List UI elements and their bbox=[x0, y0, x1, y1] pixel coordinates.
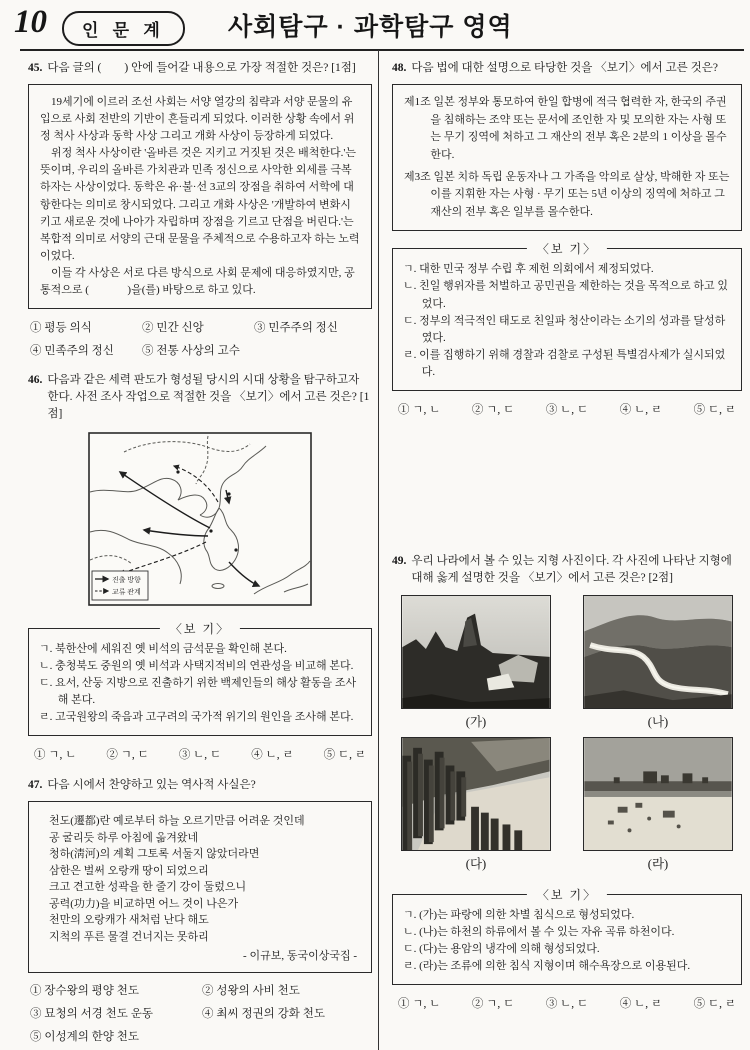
section-title: 사회탐구 · 과학탐구 영역 bbox=[228, 13, 513, 41]
header-rule bbox=[20, 49, 744, 51]
question-48-number: 48. bbox=[392, 62, 407, 74]
q47-option-3: ③ 묘청의 서경 천도 운동 bbox=[30, 1007, 153, 1020]
question-47-poem-box bbox=[28, 801, 372, 973]
boki-title: 〈보 기〉 bbox=[160, 620, 240, 637]
q49-option-2: ② ㄱ, ㄷ bbox=[471, 998, 515, 1011]
question-48-law-box bbox=[392, 84, 742, 231]
photo-label-ga: (가) bbox=[465, 715, 487, 730]
question-45-prompt: 다음 글의 ( ) 안에 들어갈 내용으로 가장 적절한 것은? [1점] bbox=[47, 62, 356, 74]
q46-option-5: ⑤ ㄷ, ㄹ bbox=[323, 748, 366, 761]
photo-label-ra: (라) bbox=[647, 857, 669, 872]
question-45-passage-box bbox=[28, 84, 372, 309]
page-number: 10 bbox=[14, 4, 47, 40]
q47-option-2: ② 성왕의 사비 천도 bbox=[202, 984, 300, 997]
question-49-options bbox=[398, 995, 736, 1011]
passage-paragraph-blank: 이들 각 사상은 서로 다른 방식으로 사회 문제에 대응하였지만, 공통적으로 ( )을(를) 바탕으로 하고 있다. bbox=[40, 266, 355, 296]
boki-title: 〈보 기〉 bbox=[527, 240, 607, 257]
question-49 bbox=[392, 553, 742, 588]
question-45-options bbox=[30, 319, 370, 358]
boki-item: ㄱ. 대한 민국 정부 수립 후 제헌 의회에서 제정되었다. bbox=[403, 263, 654, 276]
q46-option-4: ④ ㄴ, ㄹ bbox=[251, 748, 294, 761]
question-46-map bbox=[88, 432, 312, 611]
q46-option-3: ③ ㄴ, ㄷ bbox=[178, 748, 222, 761]
question-46-options bbox=[34, 746, 366, 762]
q48-option-4: ④ ㄴ, ㄹ bbox=[619, 403, 663, 416]
left-column bbox=[28, 60, 372, 1044]
sea-stacks-photo bbox=[401, 595, 551, 709]
question-45 bbox=[28, 60, 372, 77]
q48-option-3: ③ ㄴ, ㄷ bbox=[545, 403, 589, 416]
boki-title: 〈보 기〉 bbox=[527, 886, 607, 903]
boki-item: ㄷ. 요서, 산둥 지방으로 진출하기 위한 백제인들의 해상 활동을 조사해 본다. bbox=[39, 676, 357, 706]
question-49-prompt: 우리 나라에서 볼 수 있는 지형 사진이다. 각 사진에 나타난 지형에 대해 옳게 설명한 것을 〈보기〉에서 고른 것은? [2점] bbox=[411, 554, 738, 584]
boki-item: ㄱ. 북한산에 세워진 옛 비석의 금석문을 확인해 본다. bbox=[39, 642, 287, 655]
legend-advance-label: 진출 방향 bbox=[112, 575, 141, 584]
boki-item: ㄴ. (나)는 하천의 하류에서 볼 수 있는 자유 곡류 하천이다. bbox=[403, 926, 675, 939]
q46-option-1: ① ㄱ, ㄴ bbox=[34, 748, 77, 761]
passage-paragraph: 위정 척사 사상이란 '올바른 것은 지키고 거짓된 것은 배척한다.'는 뜻이며, 우리의 올바른 가치관과 민족 정신으로 사악한 외세를 극복하자는 사상이었다. 동학은 유·불·선 3교의 장점을 취하여 서학에 대항한다는 의미로 창시되었다. 그리고 개화 사상은 '개발하여 변화시키고 새로운 것에 나아가 자립하며 장점을 기르고 단점을 버린다.'는 복합적 의미로 서양의 근대 문물을 주체적으로 수용하고자 하는 노력이었다. bbox=[40, 147, 360, 262]
river-valley-photo bbox=[583, 595, 733, 709]
beach-photo bbox=[583, 737, 733, 851]
passage-paragraph: 19세기에 이르러 조선 사회는 서양 열강의 침략과 서양 문물의 유입으로 사회 전반의 기반이 흔들리게 되었다. 이러한 상황 속에서 위정 척사 사상과 동학 사상 그리고 개화 사상이 등장하게 되었다. bbox=[40, 96, 355, 143]
boki-item: ㄹ. (라)는 조류에 의한 침식 지형이며 해수욕장으로 이용된다. bbox=[403, 960, 691, 973]
photo-label-da: (다) bbox=[465, 857, 487, 872]
power-territory-map bbox=[88, 432, 312, 606]
question-48-prompt: 다음 법에 대한 설명으로 타당한 것을 〈보기〉에서 고른 것은? bbox=[411, 62, 718, 74]
columnar-joint-photo bbox=[401, 737, 551, 851]
question-48 bbox=[392, 60, 742, 77]
q49-option-3: ③ ㄴ, ㄷ bbox=[545, 998, 589, 1011]
q46-option-2: ② ㄱ, ㄷ bbox=[106, 748, 149, 761]
boki-item: ㄷ. (다)는 용암의 냉각에 의해 형성되었다. bbox=[403, 943, 600, 956]
boki-item: ㄹ. 이를 집행하기 위해 경찰과 검찰로 구성된 특별검사제가 실시되었다. bbox=[403, 348, 726, 378]
boki-item: ㄱ. (가)는 파랑에 의한 차별 침식으로 형성되었다. bbox=[403, 909, 635, 922]
question-48-options bbox=[398, 401, 736, 417]
question-47-prompt: 다음 시에서 찬양하고 있는 역사적 사실은? bbox=[47, 778, 256, 791]
q49-option-4: ④ ㄴ, ㄹ bbox=[619, 998, 663, 1011]
poem-attribution: - 이규보, 동국이상국집 - bbox=[243, 950, 357, 963]
law-article: 제3조 일본 치하 독립 운동자나 그 가족을 악의로 살상, 박해한 자 또는 이를 지휘한 자는 사형 · 무기 또는 5년 이상의 징역에 처하고 그 재산의 전부 혹은 일부를 몰수한다. bbox=[404, 170, 730, 218]
column-divider bbox=[378, 50, 379, 1050]
map-legend bbox=[92, 571, 148, 600]
question-46-number: 46. bbox=[28, 373, 43, 386]
q45-option-4: ④ 민족주의 정신 bbox=[30, 344, 114, 357]
poem-line: 공 굴리듯 하루 아침에 옮겨왔네 bbox=[49, 831, 199, 844]
photo-ga-sea-stacks bbox=[396, 595, 556, 735]
photo-da-columnar-joints bbox=[396, 737, 556, 877]
q48-option-5: ⑤ ㄷ, ㄹ bbox=[693, 403, 736, 416]
question-46-prompt: 다음과 같은 세력 판도가 형성될 당시의 시대 상황을 탐구하고자 한다. 사전 조사 작업으로 적절한 것을 〈보기〉에서 고른 것은? [1점] bbox=[47, 373, 370, 421]
question-46 bbox=[28, 372, 372, 424]
photo-label-na: (나) bbox=[647, 715, 669, 730]
question-47 bbox=[28, 777, 372, 794]
photo-na-incised-meander bbox=[578, 595, 738, 735]
question-46-boki-box bbox=[28, 621, 372, 736]
boki-item: ㄴ. 친일 행위자를 처벌하고 공민권을 제한하는 것을 목적으로 하고 있었다. bbox=[403, 280, 729, 310]
q45-option-1: ① 평등 의식 bbox=[30, 321, 92, 334]
q45-option-2: ② 민간 신앙 bbox=[142, 321, 204, 334]
poem-line: 천만의 오랑캐가 새처럼 난다 해도 bbox=[49, 914, 209, 927]
poem-line: 크고 견고한 성곽을 한 줄기 강이 둘렀으니 bbox=[49, 881, 247, 894]
track-badge: 인 문 계 bbox=[62, 11, 185, 46]
q47-option-5: ⑤ 이성계의 한양 천도 bbox=[30, 1030, 139, 1043]
boki-item: ㄹ. 고국원왕의 죽음과 고구려의 국가적 위기의 원인을 조사해 본다. bbox=[39, 710, 354, 723]
q47-option-1: ① 장수왕의 평양 천도 bbox=[30, 984, 139, 997]
q49-option-1: ① ㄱ, ㄴ bbox=[398, 998, 441, 1011]
question-47-options bbox=[30, 982, 370, 1044]
question-49-boki-box bbox=[392, 888, 742, 985]
poem-line: 천도(遷都)란 예로부터 하늘 오르기만큼 어려운 것인데 bbox=[49, 815, 305, 828]
question-49-number: 49. bbox=[392, 554, 407, 567]
q49-option-5: ⑤ ㄷ, ㄹ bbox=[693, 998, 736, 1011]
question-48-boki-box bbox=[392, 242, 742, 390]
poem-line: 청하(淸河)의 계획 그토록 서둘지 않았더라면 bbox=[49, 848, 260, 861]
q48-option-1: ① ㄱ, ㄴ bbox=[398, 403, 441, 416]
legend-exchange-label: 교류 관계 bbox=[112, 587, 141, 596]
question-49-photos bbox=[392, 595, 742, 877]
q45-option-3: ③ 민주주의 정신 bbox=[254, 321, 338, 334]
law-article: 제1조 일본 정부와 통모하여 한일 합병에 적극 협력한 자, 한국의 주권을 침해하는 조약 또는 문서에 조인한 자 및 모의한 자는 사형 또는 무기 징역에 처하고 그 재산의 전부 혹은 2분의 1 이상을 몰수한다. bbox=[404, 96, 727, 162]
question-47-number: 47. bbox=[28, 778, 43, 791]
q45-option-5: ⑤ 전통 사상의 고수 bbox=[142, 344, 240, 357]
q48-option-2: ② ㄱ, ㄷ bbox=[471, 403, 515, 416]
poem-line: 지척의 푸른 물결 건너지는 못하리 bbox=[49, 930, 209, 943]
poem-line: 공력(功力)을 비교하면 어느 것이 나은가 bbox=[49, 897, 239, 910]
right-column bbox=[392, 60, 742, 1011]
boki-item: ㄴ. 충청북도 중원의 옛 비석과 사택지적비의 연관성을 비교해 본다. bbox=[39, 659, 354, 672]
q47-option-4: ④ 최씨 정권의 강화 천도 bbox=[202, 1007, 325, 1020]
boki-item: ㄷ. 정부의 적극적인 태도로 친일파 청산이라는 소기의 성과를 달성하였다. bbox=[403, 314, 726, 344]
poem-line: 삼한은 벌써 오랑캐 땅이 되었으리 bbox=[49, 864, 209, 877]
photo-ra-beach bbox=[578, 737, 738, 877]
question-45-number: 45. bbox=[28, 62, 43, 74]
